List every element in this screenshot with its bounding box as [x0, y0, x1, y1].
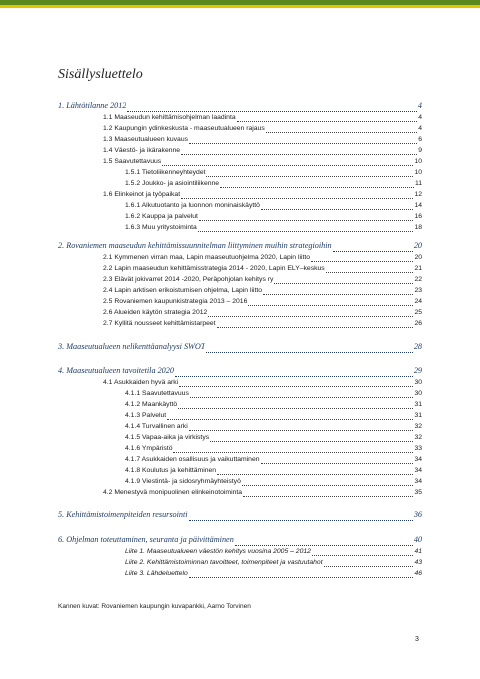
toc-entry[interactable] — [103, 287, 422, 298]
toc-page-number: 40 — [413, 535, 422, 544]
toc-page-number: 41 — [414, 548, 422, 555]
toc-leader-dots — [261, 463, 414, 464]
toc-entry-title: 2.2 Lapin maaseudun kehittämisstrategia 2014 - 2020, Lapin ELY–keskus — [103, 265, 325, 272]
toc-leader-dots — [189, 577, 414, 578]
toc-leader-dots — [210, 441, 413, 442]
toc-chapter-title: 2. Rovaniemen maaseudun kehittämissuunnitelman liittyminen muihin strategioihin — [58, 241, 332, 250]
toc-entry[interactable] — [125, 478, 422, 489]
toc-leader-dots — [181, 198, 413, 199]
toc-leader-dots — [248, 305, 413, 306]
toc-chapter-5[interactable] — [58, 510, 422, 523]
toc-appendix-entry[interactable] — [125, 570, 422, 581]
toc-entry[interactable] — [125, 213, 422, 224]
toc-page-number: 11 — [414, 180, 422, 187]
toc-leader-dots — [189, 430, 414, 431]
toc-leader-dots — [189, 143, 417, 144]
toc-entry-title: 4.1.8 Koulutus ja kehittäminen — [125, 467, 217, 474]
toc-entry[interactable] — [103, 320, 422, 331]
toc-chapter-6[interactable] — [58, 535, 422, 548]
toc-entry[interactable] — [125, 456, 422, 467]
toc-entry[interactable] — [125, 423, 422, 434]
toc-page-number: 28 — [413, 342, 422, 351]
toc-leader-dots — [266, 132, 417, 133]
toc-leader-dots — [333, 251, 413, 252]
toc-leader-dots — [178, 408, 413, 409]
toc-entry[interactable] — [103, 265, 422, 276]
toc-entry-title: 4.1 Asukkaiden hyvä arki — [103, 379, 179, 386]
toc-page-number: 24 — [414, 298, 422, 305]
toc-page-number: 20 — [414, 254, 422, 261]
toc-page-number: 14 — [414, 202, 422, 209]
toc-entry-title: 1.6.1 Alkutuotanto ja luonnon moninaiskäyttö — [125, 202, 260, 209]
toc-chapter-title: 4. Maaseutualueen tavoitetila 2020 — [58, 366, 174, 375]
toc-leader-dots — [189, 520, 413, 521]
toc-leader-dots — [237, 121, 418, 122]
toc-leader-dots — [206, 352, 412, 353]
toc-entry[interactable] — [125, 180, 422, 191]
toc-page-number: 32 — [414, 423, 422, 430]
toc-page-number: 16 — [414, 213, 422, 220]
toc-entry-title: 2.3 Elävät jokivarret 2014 -2020, Peräpohjolan kehitys ry — [103, 276, 274, 283]
toc-entry[interactable] — [103, 158, 422, 169]
toc-entry-title: 4.1.6 Ympäristö — [125, 445, 173, 452]
toc-leader-dots — [217, 327, 414, 328]
toc-page-number: 32 — [414, 434, 422, 441]
toc-page-number: 21 — [414, 265, 422, 272]
toc-page-number: 33 — [414, 445, 422, 452]
toc-entry[interactable] — [125, 202, 422, 213]
toc-page-number: 29 — [413, 366, 422, 375]
toc-entry-title: 1.2 Kaupungin ydinkeskusta - maaseutualueen rajaus — [103, 125, 265, 132]
toc-entry-title: 1.1 Maaseudun kehittämisohjelman laadinta — [103, 114, 236, 121]
toc-entry-title: 4.1.7 Asukkaiden osallisuus ja vaikuttaminen — [125, 456, 260, 463]
toc-entry-title: Liite 2. Kehittämistoiminnan tavoitteet, toimenpiteet ja vastuutahot — [125, 559, 323, 566]
toc-page-number: 20 — [413, 241, 422, 250]
toc-entry[interactable] — [103, 309, 422, 320]
toc-entry-title: 1.5.1 Tietoliikenneyhteydet — [125, 169, 206, 176]
toc-entry-title: 2.6 Alueiden käytön strategia 2012 — [103, 309, 208, 316]
toc-entry[interactable] — [103, 379, 422, 390]
toc-entry-title: 2.4 Lapin arktisen erikoistumisen ohjelma, Lapin liitto — [103, 287, 263, 294]
toc-chapter-title: 5. Kehittämistoimenpiteiden resursointi — [58, 510, 188, 519]
toc-leader-dots — [274, 283, 413, 284]
toc-page-number: 36 — [413, 510, 422, 519]
toc-chapter-title: 6. Ohjelman toteuttaminen, seuranta ja päivittäminen — [58, 535, 234, 544]
toc-entry[interactable] — [125, 390, 422, 401]
toc-leader-dots — [263, 294, 413, 295]
toc-leader-dots — [167, 419, 413, 420]
toc-leader-dots — [217, 474, 413, 475]
toc-entry-title: 4.1.3 Palvelut — [125, 412, 167, 419]
toc-entry-title: 1.3 Maaseutualueen kuvaus — [103, 136, 189, 143]
toc-appendix-entry[interactable] — [125, 559, 422, 570]
toc-leader-dots — [175, 376, 413, 377]
toc-leader-dots — [324, 566, 414, 567]
toc-page-number: 10 — [414, 158, 422, 165]
toc-leader-dots — [190, 397, 414, 398]
toc-entry-title: 4.1.9 Viestintä- ja sidosryhmäyhteistyö — [125, 478, 241, 485]
toc-entry[interactable] — [125, 224, 422, 235]
toc-entry-title: 1.6.2 Kauppa ja palvelut — [125, 213, 198, 220]
toc-leader-dots — [206, 176, 413, 177]
cover-photo-credit: Kannen kuvat: Rovaniemen kaupungin kuvapankki, Aarno Torvinen — [58, 603, 251, 610]
toc-entry[interactable] — [125, 445, 422, 456]
toc-entry-title: 4.1.1 Saavutettavuus — [125, 390, 189, 397]
toc-leader-dots — [162, 165, 413, 166]
toc-page-number: 22 — [414, 276, 422, 283]
toc-chapter-title: 1. Lähtötilanne 2012 — [58, 101, 127, 110]
toc-leader-dots — [208, 316, 413, 317]
toc-page-number: 34 — [414, 467, 422, 474]
toc-page-number: 6 — [418, 136, 422, 143]
toc-page-number: 9 — [418, 147, 422, 154]
toc-leader-dots — [127, 111, 416, 112]
toc-chapter-2[interactable] — [58, 241, 422, 254]
toc-page-number: 34 — [414, 456, 422, 463]
toc-page-number: 30 — [414, 379, 422, 386]
toc-page-number: 4 — [417, 101, 422, 110]
toc-entry[interactable] — [103, 136, 422, 147]
toc-entry-title: 1.6.3 Muu yritystoiminta — [125, 224, 197, 231]
page-number: 3 — [415, 636, 419, 643]
toc-chapter-1[interactable] — [58, 101, 422, 114]
toc-entry-title: 4.1.2 Maankäyttö — [125, 401, 178, 408]
toc-chapter-4[interactable] — [58, 366, 422, 379]
toc-leader-dots — [235, 545, 413, 546]
toc-leader-dots — [261, 209, 414, 210]
toc-page-number: 4 — [418, 125, 422, 132]
toc-entry-title: 2.5 Rovaniemen kaupunkistrategia 2013 – 2016 — [103, 298, 248, 305]
toc-chapter-title: 3. Maaseutualueen nelikenttäanalyysi SWOT — [58, 342, 206, 351]
toc-page-number: 18 — [414, 224, 422, 231]
toc-entry-title: 1.6 Elinkeinot ja työpaikat — [103, 191, 181, 198]
toc-leader-dots — [243, 496, 413, 497]
toc-entry[interactable] — [103, 125, 422, 136]
toc-page-number: 26 — [414, 320, 422, 327]
toc-page-number: 25 — [414, 309, 422, 316]
toc-entry-title: 1.5.2 Joukko- ja asiointiliikenne — [125, 180, 220, 187]
toc-page-number: 31 — [414, 401, 422, 408]
toc-heading: Sisällysluettelo — [58, 67, 143, 82]
toc-entry[interactable] — [103, 191, 422, 202]
toc-entry-title: 4.1.4 Turvallinen arki — [125, 423, 188, 430]
toc-page-number: 12 — [414, 191, 422, 198]
toc-entry-title: 2.1 Kymmenen virran maa, Lapin maaseutuohjelma 2020, Lapin liitto — [103, 254, 311, 261]
toc-entry-title: Liite 1. Maaseutualueen väestön kehitys vuosina 2005 – 2012 — [125, 548, 311, 555]
toc-entry[interactable] — [103, 276, 422, 287]
toc-entry-title: 1.5 Saavutettavuus — [103, 158, 162, 165]
toc-leader-dots — [311, 261, 413, 262]
toc-entry[interactable] — [103, 114, 422, 125]
toc-entry[interactable] — [125, 169, 422, 180]
toc-leader-dots — [220, 187, 414, 188]
toc-entry-title: 1.4 Väestö- ja ikärakenne — [103, 147, 181, 154]
toc-entry[interactable] — [103, 489, 422, 500]
toc-page-number: 4 — [418, 114, 422, 121]
toc-entry[interactable] — [125, 434, 422, 445]
toc-page-number: 30 — [414, 390, 422, 397]
toc-entry[interactable] — [125, 467, 422, 478]
toc-leader-dots — [312, 555, 414, 556]
toc-page-number: 35 — [414, 489, 422, 496]
toc-entry[interactable] — [125, 412, 422, 423]
toc-entry[interactable] — [125, 401, 422, 412]
toc-entry[interactable] — [103, 298, 422, 309]
toc-leader-dots — [242, 485, 414, 486]
toc-leader-dots — [326, 272, 414, 273]
toc-page-number: 23 — [414, 287, 422, 294]
toc-entry-title: 2.7 Kyllitä nousseet kehittämistarpeet — [103, 320, 216, 327]
toc-page-number: 31 — [414, 412, 422, 419]
toc-leader-dots — [199, 220, 414, 221]
toc-leader-dots — [173, 452, 413, 453]
toc-page-number: 10 — [414, 169, 422, 176]
toc-leader-dots — [179, 386, 413, 387]
toc-page-number: 43 — [414, 559, 422, 566]
toc-entry-title: 4.1.5 Vapaa-aika ja virkistys — [125, 434, 210, 441]
toc-leader-dots — [181, 154, 417, 155]
toc-entry[interactable] — [103, 254, 422, 265]
toc-page-number: 34 — [414, 478, 422, 485]
toc-leader-dots — [198, 231, 414, 232]
toc-entry-title: 4.2 Menestyvä monipuolinen elinkeinotoiminta — [103, 489, 243, 496]
toc-appendix-entry[interactable] — [125, 548, 422, 559]
toc-entry-title: Liite 3. Lähdeluettelo — [125, 570, 188, 577]
toc-entry[interactable] — [103, 147, 422, 158]
toc-chapter-3[interactable] — [58, 342, 422, 355]
toc-page-number: 46 — [414, 570, 422, 577]
